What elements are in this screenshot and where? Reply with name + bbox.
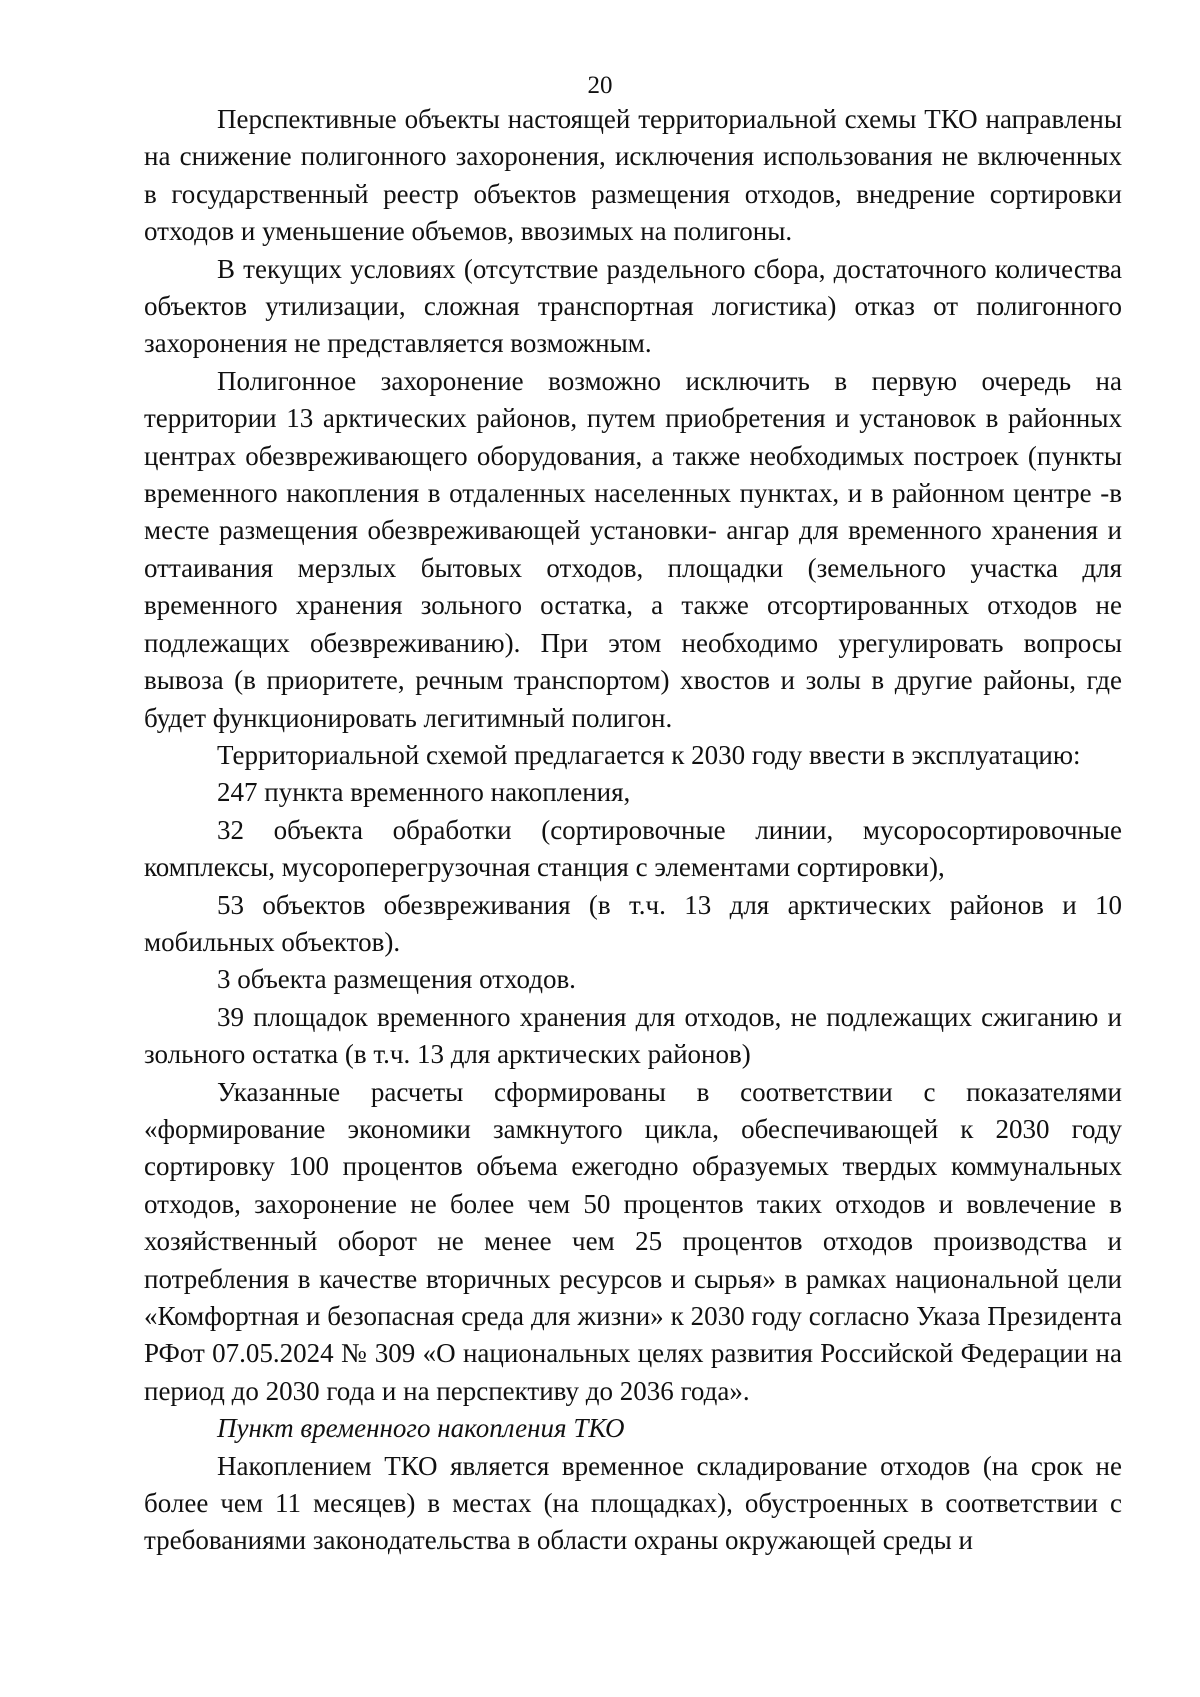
list-item-accumulation-points: 247 пункта временного накопления,: [217, 777, 631, 808]
page-number: 20: [587, 72, 613, 99]
list-item-disposal-objects: 3 объекта размещения отходов.: [217, 964, 576, 995]
section-heading-accumulation-point: Пункт временного накопления ТКО: [217, 1413, 625, 1444]
paragraph-calculations-basis: Указанные расчеты сформированы в соответствии с показателями «формирование экономики замкнутого цикла, обеспечивающей к 2030 году сортировку 100 процентов объема ежегодно образуемых твердых коммунальных отходов, захоронение не более чем 50 процентов таких отходов и вовлечение в хозяйственный оборот не менее чем 25 процентов отходов производства и потребления в качестве вторичных ресурсов и сырья» в рамках национальной цели «Комфортная и безопасная среда для жизни» к 2030 году согласно Указа Президента РФот 07.05.2024 № 309 «О национальных целях развития Российской Федерации на период до 2030 года и на перспективу до 2036 года».: [144, 1076, 1122, 1406]
paragraph-landfill-exclusion: Полигонное захоронение возможно исключить в первую очередь на территории 13 арктических районов, путем приобретения и установок в районных центрах обезвреживающего оборудования, а также необходимых построек (пункты временного накопления в отдаленных населенных пунктах, и в районном центре -в месте размещения обезвреживающей установки- ангар для временного хранения и оттаивания мерзлых бытовых отходов, площадки (земельного участка для временного хранения зольного остатка, а также отсортированных отходов не подлежащих обезвреживанию). При этом необходимо урегулировать вопросы вывоза (в приоритете, речным транспортом) хвостов и золы в другие районы, где будет функционировать легитимный полигон.: [144, 365, 1122, 733]
document-body: [144, 101, 1122, 1560]
list-item-processing-objects: 32 объекта обработки (сортировочные линии, мусоросортировочные комплексы, мусороперегрузочная станция с элементами сортировки),: [144, 814, 1122, 883]
paragraph-accumulation-definition: Накоплением ТКО является временное складирование отходов (на срок не более чем 11 месяцев) в местах (на площадках), обустроенных в соответствии с требованиями законодательства в области охраны окружающей среды и: [144, 1450, 1122, 1556]
paragraph-prospective-objects: Перспективные объекты настоящей территориальной схемы ТКО направлены на снижение полигонного захоронения, исключения использования не включенных в государственный реестр объектов размещения отходов, внедрение сортировки отходов и уменьшение объемов, ввозимых на полигоны.: [144, 104, 1122, 247]
paragraph-current-conditions: В текущих условиях (отсутствие раздельного сбора, достаточного количества объектов утилизации, сложная транспортная логистика) отказ от полигонного захоронения не представляется возможным.: [144, 253, 1122, 359]
paragraph-commissioning-intro: Территориальной схемой предлагается к 2030 году ввести в эксплуатацию:: [217, 739, 1081, 770]
list-item-neutralization-objects: 53 объектов обезвреживания (в т.ч. 13 для арктических районов и 10 мобильных объектов).: [144, 889, 1122, 957]
list-item-storage-sites: 39 площадок временного хранения для отходов, не подлежащих сжиганию и зольного остатка (в т.ч. 13 для арктических районов): [144, 1001, 1122, 1070]
